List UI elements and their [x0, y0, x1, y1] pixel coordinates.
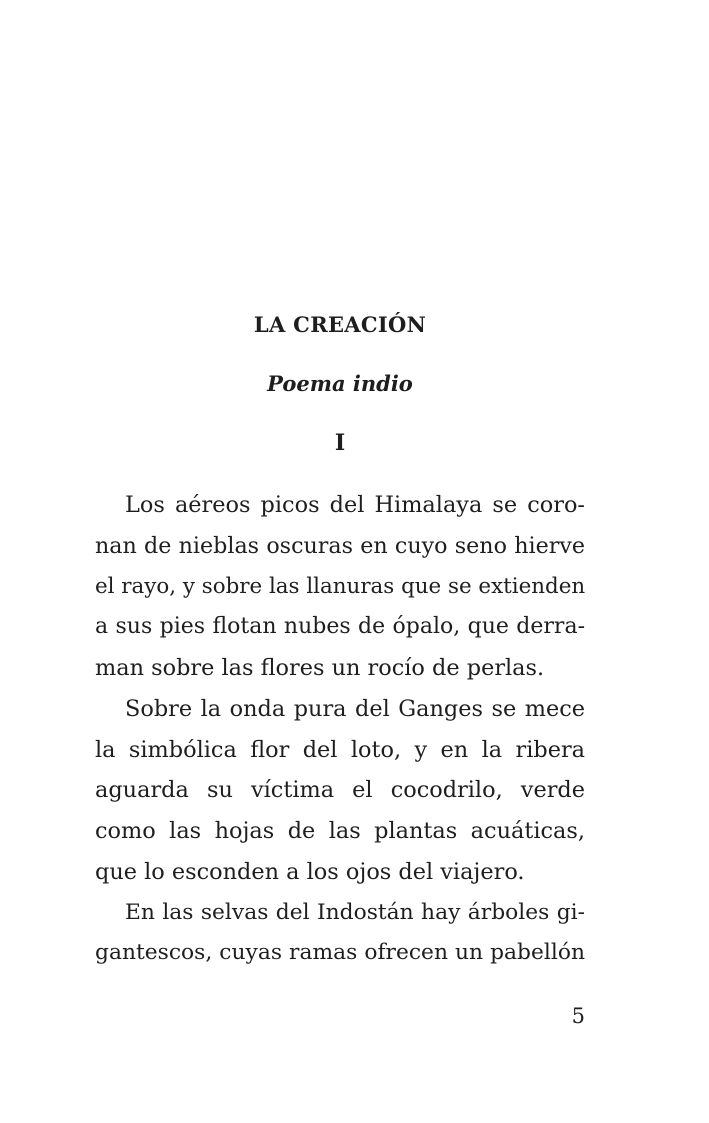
text-line: gantescos, cuyas ramas ofrecen un pabellón	[95, 940, 585, 966]
text-line: man sobre las flores un rocío de perlas.	[95, 655, 545, 681]
section-number: I	[334, 430, 346, 456]
text-line: aguarda su víctima el cocodrilo, verde	[95, 777, 585, 804]
text-line: nan de nieblas oscuras en cuyo seno hierve	[95, 532, 585, 559]
text-line: En las selvas del Indostán hay árboles gi-	[125, 899, 585, 925]
text-line: como las hojas de las plantas acuáticas,	[95, 818, 585, 844]
text-line: el rayo, y sobre las llanuras que se extienden	[95, 573, 585, 599]
text-line: la simbólica flor del loto, y en la ribera	[95, 736, 585, 763]
text-line: Los aéreos picos del Himalaya se coro-	[125, 492, 585, 518]
chapter-subtitle: Poema indio	[267, 371, 413, 396]
text-line: Sobre la onda pura del Ganges se mece	[125, 695, 585, 722]
text-line: que lo esconden a los ojos del viajero.	[95, 858, 525, 885]
chapter-title: LA CREACIÓN	[253, 312, 427, 337]
text-line: a sus pies flotan nubes de ópalo, que derra-	[95, 614, 585, 640]
page-number: 5	[571, 1004, 585, 1028]
body-text	[95, 485, 585, 974]
